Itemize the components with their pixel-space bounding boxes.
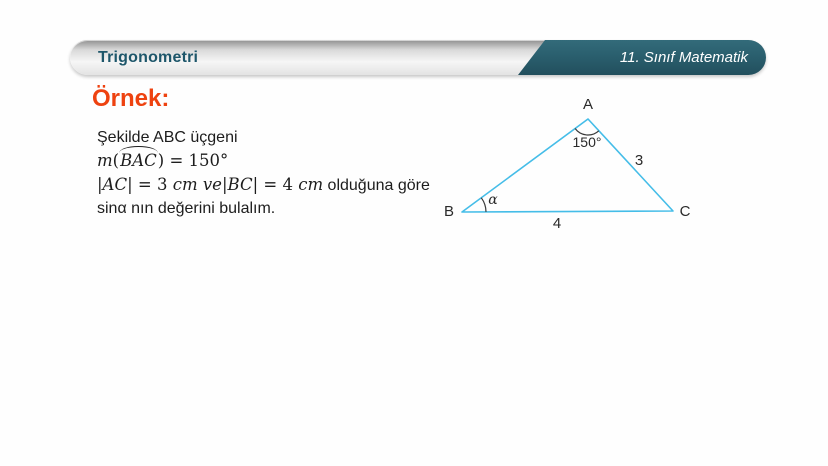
- vertex-b-label: B: [443, 203, 455, 220]
- angle-b-arc: [481, 198, 486, 212]
- cm-ve-text: cm ve: [167, 175, 222, 194]
- close-paren-equals: ) =: [157, 151, 189, 170]
- angle-bac-value: 150°: [188, 151, 229, 170]
- problem-line-3: [97, 173, 430, 197]
- open-paren: (: [112, 151, 120, 170]
- problem-line-4-text: sinα nın değerini bulalım.: [97, 200, 276, 217]
- header-ribbon: [70, 40, 766, 75]
- problem-line-1-text: Şekilde ABC üçgeni: [97, 129, 238, 146]
- triangle-drawing: [440, 95, 720, 240]
- triangle-figure: [440, 95, 720, 240]
- course-title: 11. Sınıf Matematik: [619, 49, 748, 66]
- side-ac-length-label: 3: [634, 152, 644, 169]
- cm-unit: cm: [292, 175, 324, 194]
- side-ac-value: 3: [156, 175, 168, 194]
- problem-line-4: [97, 197, 430, 220]
- problem-line-2: [97, 149, 430, 173]
- vertex-c-label: C: [679, 203, 691, 220]
- chapter-title: Trigonometri: [98, 48, 199, 66]
- angle-bac-arc-text: BAC: [120, 151, 157, 170]
- side-bc-value: 4: [282, 175, 293, 194]
- vertex-a-label: A: [582, 96, 594, 113]
- side-ac-expr: |AC| =: [97, 175, 157, 194]
- angle-b-value-label: α: [488, 192, 498, 208]
- side-bc-expr: |BC| =: [221, 175, 283, 194]
- angle-a-value-label: 150°: [572, 134, 602, 150]
- problem-statement: [97, 126, 430, 220]
- problem-line-3-tail: olduğuna göre: [323, 177, 430, 194]
- example-heading: Örnek:: [92, 85, 170, 112]
- problem-line-1: [97, 126, 430, 149]
- side-bc-length-label: 4: [552, 215, 562, 232]
- angle-measure-function: m: [97, 151, 113, 170]
